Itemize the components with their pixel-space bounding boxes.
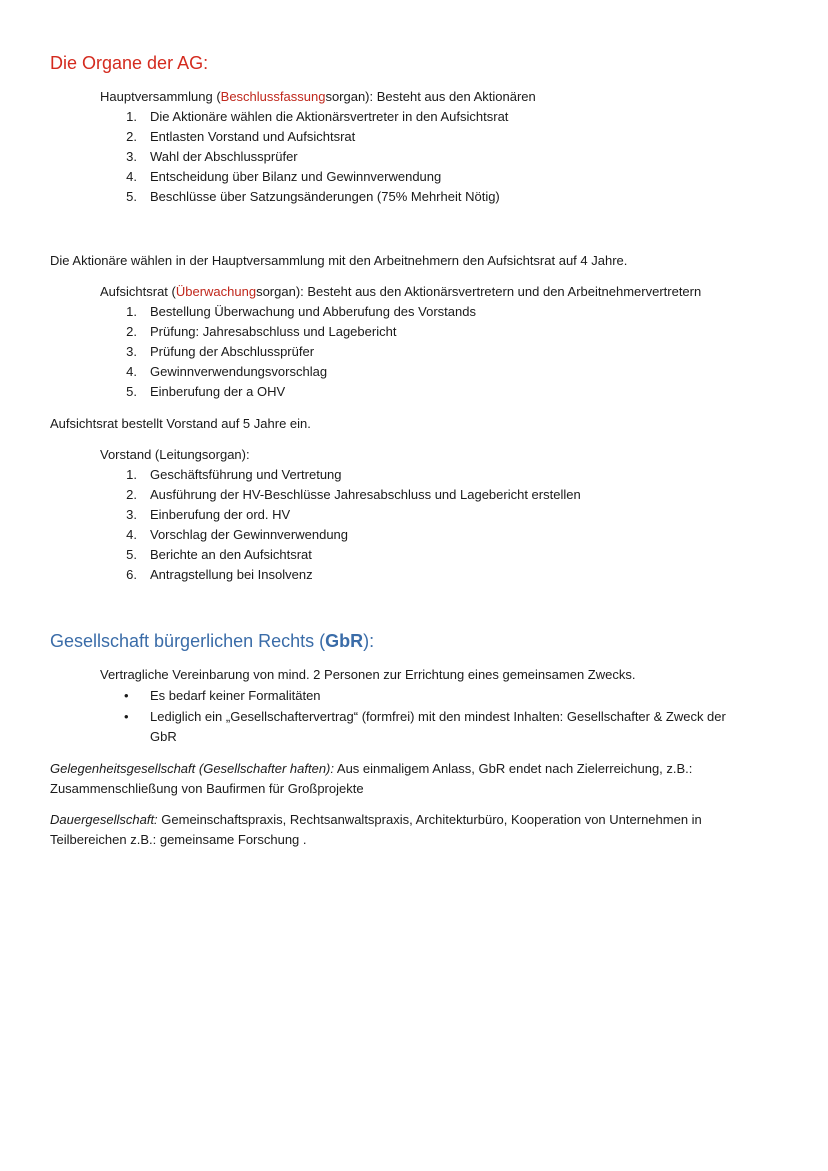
list-number: 2. [126,324,137,339]
ar-title-pre: Aufsichtsrat ( [100,284,176,299]
list-item: Entscheidung über Bilanz und Gewinnverwendung [150,169,442,184]
bullet-dot: • [124,688,129,703]
note-aufsichtsrat-wahl: Die Aktionäre wählen in der Hauptversammlung mit den Arbeitnehmern den Aufsichtsrat auf 4 Jahre. [50,253,628,268]
list-number: 4. [126,169,137,184]
heading-gbr-bold: GbR [325,631,364,651]
list-item: Es bedarf keiner Formalitäten [150,688,321,703]
list-number: 3. [126,149,137,164]
list-number: 1. [126,109,137,124]
gelegenheit-line2: Zusammenschließung von Baufirmen für Großprojekte [50,781,364,796]
gelegenheit-text: Aus einmaligem Anlass, GbR endet nach Zielerreichung, z.B.: [334,761,693,776]
gelegenheit-line1 [50,761,692,777]
vorstand-title: Vorstand (Leitungsorgan): [100,447,250,462]
hv-title-post: sorgan): Besteht aus den Aktionären [325,89,536,104]
ar-title-post: sorgan): Besteht aus den Aktionärsvertretern und den Arbeitnehmervertretern [256,284,702,299]
list-item: Lediglich ein „Gesellschaftervertrag“ (formfrei) mit den mindest Inhalten: Gesellschafter & Zweck der [150,709,726,724]
list-number: 5. [126,189,137,204]
list-item: Einberufung der ord. HV [150,507,291,522]
list-item: Die Aktionäre wählen die Aktionärsvertreter in den Aufsichtsrat [150,109,509,124]
dauer-text: Gemeinschaftspraxis, Rechtsanwaltspraxis, Architekturbüro, Kooperation von Unternehmen in [157,812,702,827]
list-number: 6. [126,567,137,582]
list-item: Ausführung der HV-Beschlüsse Jahresabschluss und Lagebericht erstellen [150,487,581,502]
list-item: Prüfung der Abschlussprüfer [150,344,315,359]
list-item: Entlasten Vorstand und Aufsichtsrat [150,129,356,144]
list-item: Beschlüsse über Satzungsänderungen (75% Mehrheit Nötig) [150,189,500,204]
bullet-dot: • [124,709,129,724]
list-item: Prüfung: Jahresabschluss und Lagebericht [150,324,397,339]
list-item: Antragstellung bei Insolvenz [150,567,313,582]
gbr-intro: Vertragliche Vereinbarung von mind. 2 Personen zur Errichtung eines gemeinsamen Zwecks. [100,667,636,682]
list-number: 1. [126,467,137,482]
dauer-line1 [50,812,702,828]
list-number: 1. [126,304,137,319]
hv-title-pre: Hauptversammlung ( [100,89,221,104]
note-vorstand-bestellung: Aufsichtsrat bestellt Vorstand auf 5 Jahre ein. [50,416,311,431]
heading-gbr [50,630,374,652]
list-item: Geschäftsführung und Vertretung [150,467,342,482]
list-item: Berichte an den Aufsichtsrat [150,547,312,562]
ar-title-highlight: Überwachung [175,284,257,299]
list-item: Gewinnverwendungsvorschlag [150,364,328,379]
heading-organe: Die Organe der AG: [50,53,209,73]
list-number: 4. [126,364,137,379]
list-number: 2. [126,129,137,144]
list-item: Einberufung der a OHV [150,384,286,399]
hv-title-highlight: Beschlussfassung [220,89,326,104]
heading-gbr-pre: Gesellschaft bürgerlichen Rechts ( [50,631,326,651]
list-item: Vorschlag der Gewinnverwendung [150,527,349,542]
list-item-continuation: GbR [150,729,177,744]
list-number: 5. [126,384,137,399]
list-number: 3. [126,344,137,359]
list-item: Bestellung Überwachung und Abberufung des Vorstands [150,304,476,319]
hv-title [100,89,536,105]
dauer-line2: Teilbereichen z.B.: gemeinsame Forschung . [50,832,307,847]
heading-gbr-post: ): [363,631,375,651]
dauer-label: Dauergesellschaft: [50,812,158,827]
list-number: 5. [126,547,137,562]
gelegenheit-label: Gelegenheitsgesellschaft (Gesellschafter haften): [50,761,334,776]
list-number: 4. [126,527,137,542]
list-item: Wahl der Abschlussprüfer [150,149,298,164]
ar-title [100,284,701,300]
list-number: 3. [126,507,137,522]
list-number: 2. [126,487,137,502]
